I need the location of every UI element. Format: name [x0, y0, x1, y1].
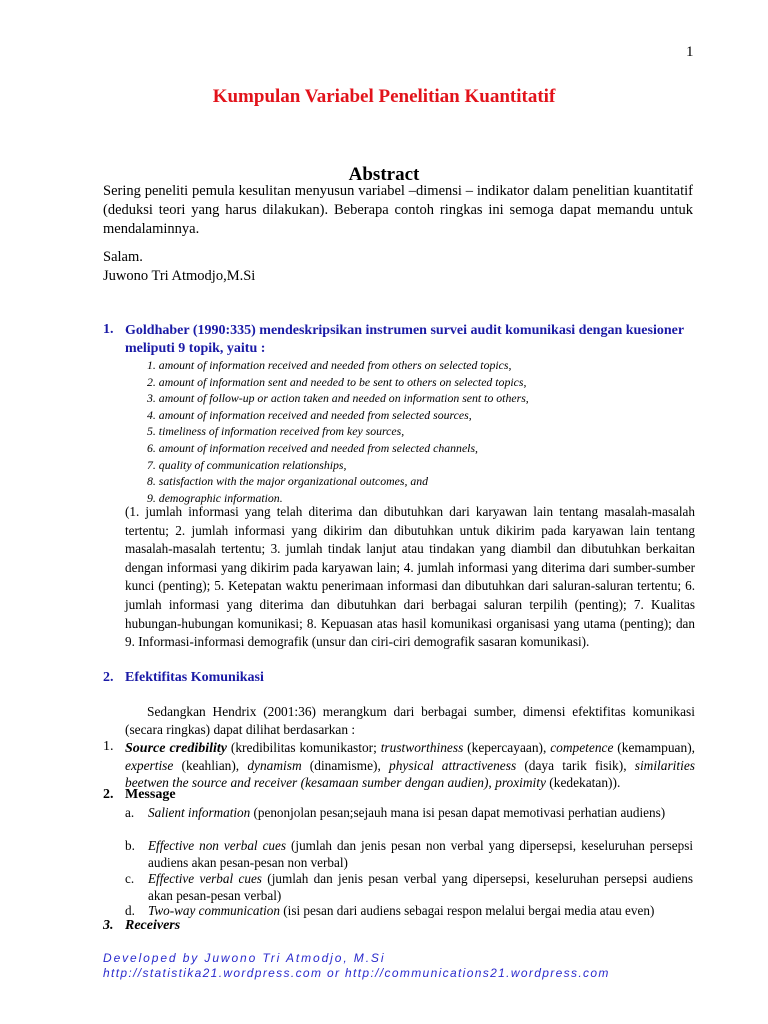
author-name: Juwono Tri Atmodjo,M.Si: [103, 268, 256, 284]
section1-translation: (1. jumlah informasi yang telah diterima dan dibutuhkan dari karyawan lain tentang masalah-masalah tertentu; 2. jumlah informasi yang dikirim dan dibutuhkan untuk dikirim pada karyawan lain tentang masalah-masalah tertentu; 3. jumlah tindak lanjut atau tindakan yang diambil dan dibutuhkan berkaitan dengan informasi yang dikirim pada karyawan lain; 4. jumlah informasi yang diterima dari sumber-sumber kunci (penting); 5. Ketepatan waktu penerimaan informasi dan dibutuhkan dari saluran-saluran tertentu; 6. jumlah informasi yang diterima dan dibutuhkan dari berbagai saluran terpilih (penting); 7. Kualitas hubungan-hubungan komunikasi; 8. Kepuasan atas hasil komunikasi organisasi yang utama (penting); dan 9. Informasi-informasi demografik (unsur dan ciri-ciri demografik sasaran komunikasi).: [125, 504, 695, 650]
item1-text: [125, 739, 695, 792]
topic-item: 8. satisfaction with the major organizational outcomes, and: [147, 474, 429, 489]
item2-number: 2.: [103, 787, 114, 802]
item1-t2: (kepercayaan),: [463, 740, 551, 755]
item1-i1: trustworthiness: [380, 740, 464, 755]
section2-heading: Efektifitas Komunikasi: [125, 670, 264, 685]
section2-number: 2.: [103, 670, 114, 685]
document-title: Kumpulan Variabel Penelitian Kuantitatif: [212, 86, 556, 107]
item1-i3: expertise: [125, 758, 174, 774]
sub-text: [148, 903, 693, 920]
page-number: 1: [686, 44, 694, 60]
sub-term: Salient information: [148, 805, 251, 820]
sub-desc: (penonjolan pesan;sejauh mana isi pesan dapat memotivasi perhatian audiens): [250, 805, 666, 820]
sub-desc: (isi pesan dari audiens sebagai respon melalui bergai media atau even): [279, 903, 655, 918]
topic-item: 6. amount of information received and needed from selected channels,: [147, 440, 478, 455]
section2-intro: [125, 703, 695, 739]
sub-letter: a.: [125, 805, 135, 820]
topic-list: [147, 357, 529, 506]
item1-t5: (dinamisme),: [301, 758, 389, 774]
item1-t6: (daya tarik fisik),: [516, 758, 635, 774]
sub-term: Effective non verbal cues: [148, 838, 287, 853]
sub-text: [148, 838, 693, 872]
topic-item: 7. quality of communication relationships,: [147, 457, 347, 472]
section1-number: 1.: [103, 322, 114, 337]
topic-item: 3. amount of follow-up or action taken and needed on information sent to others,: [147, 391, 529, 406]
item3-number: 3.: [103, 918, 114, 933]
item1-i2: competence: [550, 740, 614, 755]
sub-text: [148, 805, 693, 822]
item1-number: 1.: [103, 739, 114, 754]
topic-item: 1. amount of information received and needed from others on selected topics,: [147, 358, 512, 372]
sub-desc: (jumlah dan jenis pesan verbal yang dipersepsi, keseluruhan persepsi audiens akan pesan-pesan verbal): [148, 871, 693, 903]
item1-label: Source credibility: [125, 741, 228, 756]
item3-label: Receivers: [125, 918, 181, 933]
item2-label: Message: [125, 787, 176, 802]
section2-intro-text: Sedangkan Hendrix (2001:36) merangkum dari berbagai sumber, dimensi efektifitas komunikasi (secara ringkas) dapat dilihat berdasarkan :: [125, 704, 695, 737]
abstract-heading: Abstract: [348, 164, 420, 185]
item1-t3: (kemampuan),: [613, 740, 696, 755]
salam-text: Salam.: [103, 249, 143, 265]
item1-i4: dynamism: [247, 758, 302, 774]
item1-i6: similarities beetwen the source and receiver (kesamaan sumber dengan audien), proximity: [125, 758, 695, 791]
item1-t1: (kredibilitas komunikastor;: [227, 740, 381, 755]
topic-item: 4. amount of information received and needed from selected sources,: [147, 407, 472, 422]
topic-item: 2. amount of information sent and needed to be sent to others on selected topics,: [147, 374, 527, 389]
item1-t7: (kedekatan)).: [545, 775, 621, 791]
item1-i5: physical attractiveness: [389, 758, 517, 774]
footer-credit: Developed by Juwono Tri Atmodjo, M.Si: [103, 951, 386, 965]
footer-links[interactable]: http://statistika21.wordpress.com or http://communications21.wordpress.com: [103, 966, 610, 980]
sub-text: [148, 871, 693, 905]
section1-heading: Goldhaber (1990:335) mendeskripsikan instrumen survei audit komunikasi dengan kuesioner meliputi 9 topik, yaitu :: [125, 323, 684, 356]
topic-item: 5. timeliness of information received from key sources,: [147, 424, 405, 439]
topic-item: 9. demographic information.: [147, 490, 283, 505]
sub-term: Effective verbal cues: [148, 871, 262, 886]
item1-t4: (keahlian),: [173, 758, 248, 774]
sub-letter: b.: [125, 838, 135, 853]
sub-term: Two-way communication: [148, 903, 280, 918]
sub-letter: c.: [125, 871, 135, 886]
sub-desc: (jumlah dan jenis pesan non verbal yang dipersepsi, keseluruhan persepsi audiens akan pesan-pesan non verbal): [148, 838, 693, 870]
abstract-body: Sering peneliti pemula kesulitan menyusun variabel –dimensi – indikator dalam penelitian kuantitatif (deduksi teori yang harus dilakukan). Beberapa contoh ringkas ini semoga dapat memandu untuk mendalaminnya.: [103, 183, 693, 237]
sub-letter: d.: [125, 903, 135, 918]
